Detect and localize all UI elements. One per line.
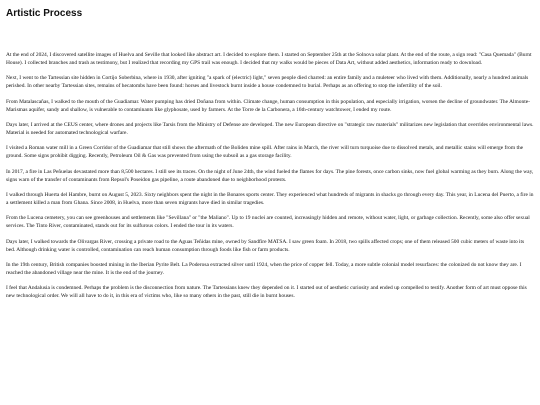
paragraph: In the 19th century, British companies boosted mining in the Iberian Pyrite Belt. La Poderosa extracted silver until 1924, when the price of copper fell. Today, a more subtle colonial model resurfaces: the colonized do not know they are. I reached the abandoned village near the mine. It is the end of the journey. (6, 261, 522, 276)
paragraph: Next, I went to the Tartessian site hidden in Cortijo Soberbina, where in 1930, after igniting "a spark of (electric) light," seven people died charred: an entire family and a muleteer who lived with them. Additionally, nearly a hundred animals perished. In other nearby Tartessian sites, remains of hecatombs have been found: horses and livestock burnt inside a house condemned to burial. Perhaps as an offering to stop the infertility of the soil. (6, 75, 529, 90)
paragraph: I visited a Roman water mill in a Green Corridor of the Guadiamar that still shows the aftermath of the Boliden mine spill. After rains in March, the river will turn turquoise due to dissolved metals, and metallic stains will emerge from the ground. Some signs prohibit digging. Recently, Petroleum Oil & Gas was prevented from using the subsoil as a gas storage facility. (6, 145, 524, 160)
paragraph: From the Lucena cemetery, you can see greenhouses and settlements like "Sevillana" or "the Maliano". Up to 19 nuclei are counted, increasingly hidden and remote, without water, light, or garbage collection. Recently, some also offer sexual services. The Tinto River, contaminated, stands out for its sulfurous colors. I ended the tour in its waters. (6, 215, 530, 230)
page-title: Artistic Process (6, 8, 83, 19)
paragraph: I feel that Andalusia is condemned. Perhaps the problem is the disconnection from nature. The Tartessians knew they depended on it. I started out of aesthetic curiosity and ended up compelled to testify. Another form of art must oppose this new technological order. We will all have to do it, in this era of victims who, like so many others in the past, still die in burnt houses. (6, 285, 527, 300)
paragraph: At the end of 2024, I discovered satellite images of Huelva and Seville that looked like abstract art. I decided to explore them. I started on September 25th at the Solnova solar plant. At the end of the route, a sign read: "Casa Quemada" (Burnt House). I collected branches and trash as testimony, but I realized that recording my GPS trail was enough. I decided that my walks would be pieces of Data Art, without added aesthetics, information ready to download. (6, 52, 532, 67)
paragraph: Days later, I walked towards the Olivargas River, crossing a private road to the Aguas Teñidas mine, owned by Sandfire MATSA. I saw green foam. In 2018, two spills affected crops; one of them released 500 cubic meters of waste into its bed. Although drinking water is controlled, contamination can reach human consumption through foods like fish or farm products. (6, 238, 525, 253)
paragraph: In 2017, a fire in Las Peñuelas devastated more than 8,500 hectares. I still see its traces. On the night of June 24th, the wind fueled the flames for days. The pine forests, once carbon sinks, now fuel global warming as they burn. Along the way, signs warn of the transfer of contaminants from Repsol's Poseidon gas pipeline, a route abandoned due to neighborhood protests. (6, 168, 534, 183)
paragraph: Days later, I arrived at the CEUS center, where drones and projects like Tarsis from the Ministry of Defense are developed. The new European directive on "strategic raw materials" militarizes new legislation that overrides environmental laws. Material is needed for automated technological warfare. (6, 121, 534, 137)
paragraph: From Matalascañas, I walked to the mouth of the Guadiamar. Water pumping has dried Doñana from within. Climate change, human consumption in this population, and especially irrigation, worsen the decline of groundwater. The Almonte-Marismas aquifer, sandy and shallow, is vulnerable to contaminants like glyphosate, used by farmers. At the Torre de la Carbonera, a 16th-century watchtower, I ended my route. (6, 98, 530, 113)
paragraph: I walked through Huerta del Hambre, burnt on August 5, 2023. Sixty neighbors spent the night in the Bonares sports center. They experienced what hundreds of migrants in shacks go through every day. This year, in Lucena del Puerto, a fire in a settlement killed a man from Ghana. Since 2008, in Huelva, more than seven migrants have died in similar tragedies. (6, 191, 534, 207)
